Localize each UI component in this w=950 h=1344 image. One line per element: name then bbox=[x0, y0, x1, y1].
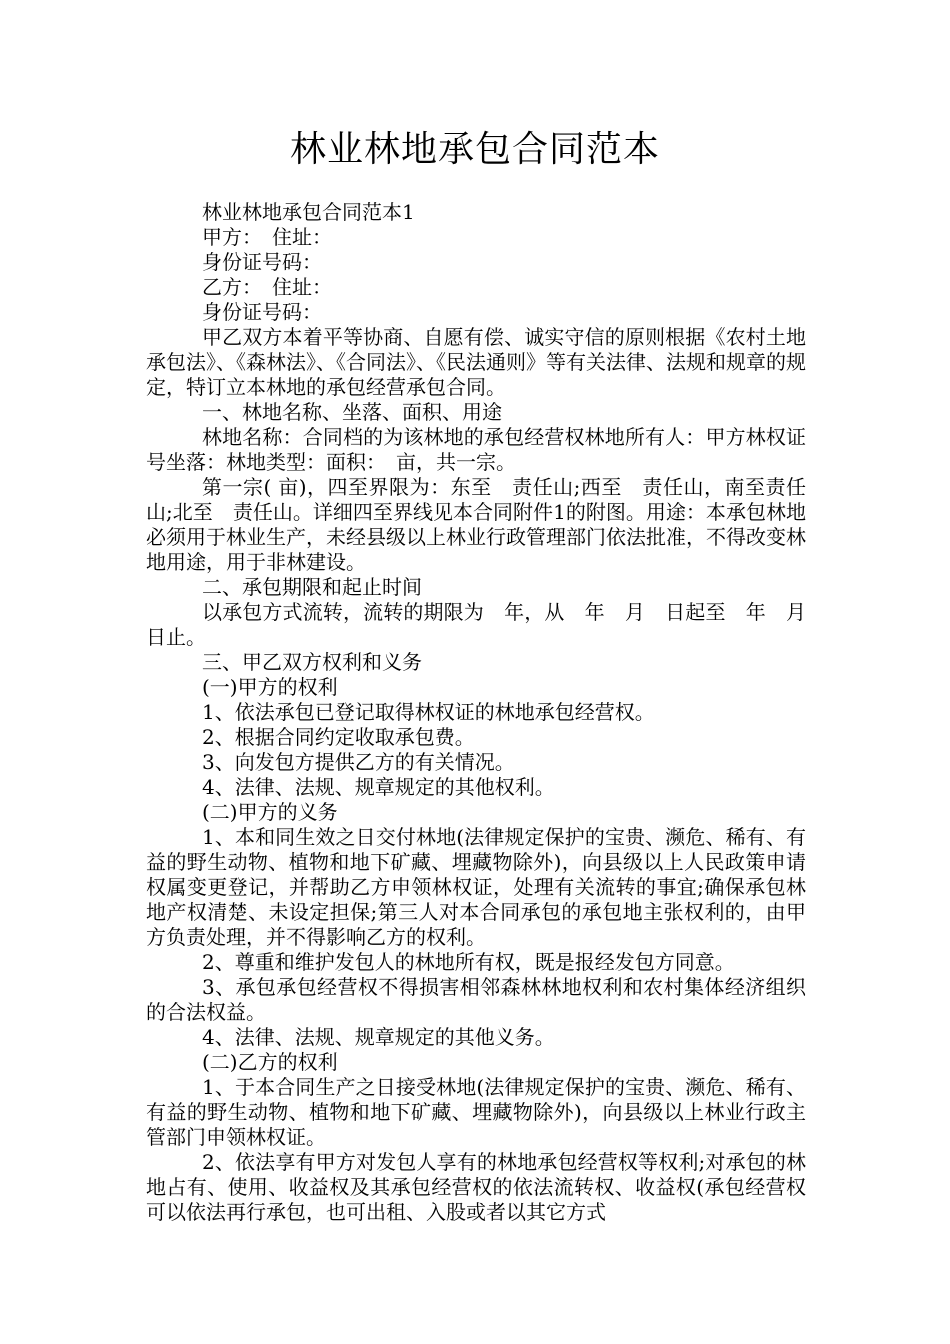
paragraph: 一、林地名称、坐落、面积、用途 bbox=[202, 400, 502, 424]
paragraph: 1、于本合同生产之日接受林地(法律规定保护的宝贵、濒危、稀有、有益的野生动物、植物和地下矿藏、埋藏物除外)，向县级以上林业行政主管部门申领林权证。 bbox=[146, 1075, 806, 1149]
paragraph: 2、根据合同约定收取承包费。 bbox=[202, 725, 475, 749]
paragraph: 1、本和同生效之日交付林地(法律规定保护的宝贵、濒危、稀有、有益的野生动物、植物和地下矿藏、埋藏物除外)，向县级以上人民政策申请权属变更登记，并帮助乙方申领林权证，处理有关流转的事宜;确保承包林地产权清楚、未设定担保;第三人对本合同承包的承包地主张权利的，由甲方负责处理，并不得影响乙方的权利。 bbox=[146, 825, 806, 949]
paragraph: 三、甲乙双方权利和义务 bbox=[202, 650, 422, 674]
paragraph: 第一宗( 亩)，四至界限为：东至 责任山;西至 责任山，南至责任山;北至 责任山。详细四至界线见本合同附件1的附图。用途：本承包林地必须用于林业生产，未经县级以上林业行政管理部门依法批准，不得改变林地用途，用于非林建设。 bbox=[146, 475, 806, 574]
document-body bbox=[146, 200, 826, 1225]
paragraph: 3、向发包方提供乙方的有关情况。 bbox=[202, 750, 515, 774]
paragraph: 4、法律、法规、规章规定的其他义务。 bbox=[202, 1025, 555, 1049]
paragraph: 乙方： 住址： bbox=[202, 275, 332, 299]
document-title: 林业林地承包合同范本 bbox=[289, 129, 660, 170]
paragraph: 二、承包期限和起止时间 bbox=[202, 575, 422, 599]
paragraph: 3、承包承包经营权不得损害相邻森林林地权利和农村集体经济组织的合法权益。 bbox=[146, 975, 806, 1024]
paragraph: (一)甲方的权利 bbox=[202, 675, 338, 699]
paragraph: 以承包方式流转，流转的期限为 年，从 年 月 日起至 年 月 日止。 bbox=[146, 600, 826, 649]
paragraph: 4、法律、法规、规章规定的其他权利。 bbox=[202, 775, 555, 799]
paragraph: 身份证号码： bbox=[202, 300, 322, 324]
paragraph: 林业林地承包合同范本1 bbox=[202, 200, 415, 224]
paragraph: 甲乙双方本着平等协商、自愿有偿、诚实守信的原则根据《农村土地承包法》、《森林法》、《合同法》、《民法通则》等有关法律、法规和规章的规定，特订立本林地的承包经营承包合同。 bbox=[146, 325, 806, 399]
paragraph: 甲方： 住址： bbox=[202, 225, 332, 249]
paragraph: 1、依法承包已登记取得林权证的林地承包经营权。 bbox=[202, 700, 655, 724]
paragraph: 身份证号码： bbox=[202, 250, 322, 274]
paragraph: (二)甲方的义务 bbox=[202, 800, 338, 824]
paragraph: (二)乙方的权利 bbox=[202, 1050, 338, 1074]
paragraph: 2、依法享有甲方对发包人享有的林地承包经营权等权利;对承包的林地占有、使用、收益权及其承包经营权的依法流转权、收益权(承包经营权可以依法再行承包，也可出租、入股或者以其它方式 bbox=[146, 1150, 806, 1224]
paragraph: 林地名称：合同档的为该林地的承包经营权林地所有人：甲方林权证号坐落：林地类型：面积： 亩，共一宗。 bbox=[146, 425, 806, 474]
paragraph: 2、尊重和维护发包人的林地所有权，既是报经发包方同意。 bbox=[202, 950, 735, 974]
